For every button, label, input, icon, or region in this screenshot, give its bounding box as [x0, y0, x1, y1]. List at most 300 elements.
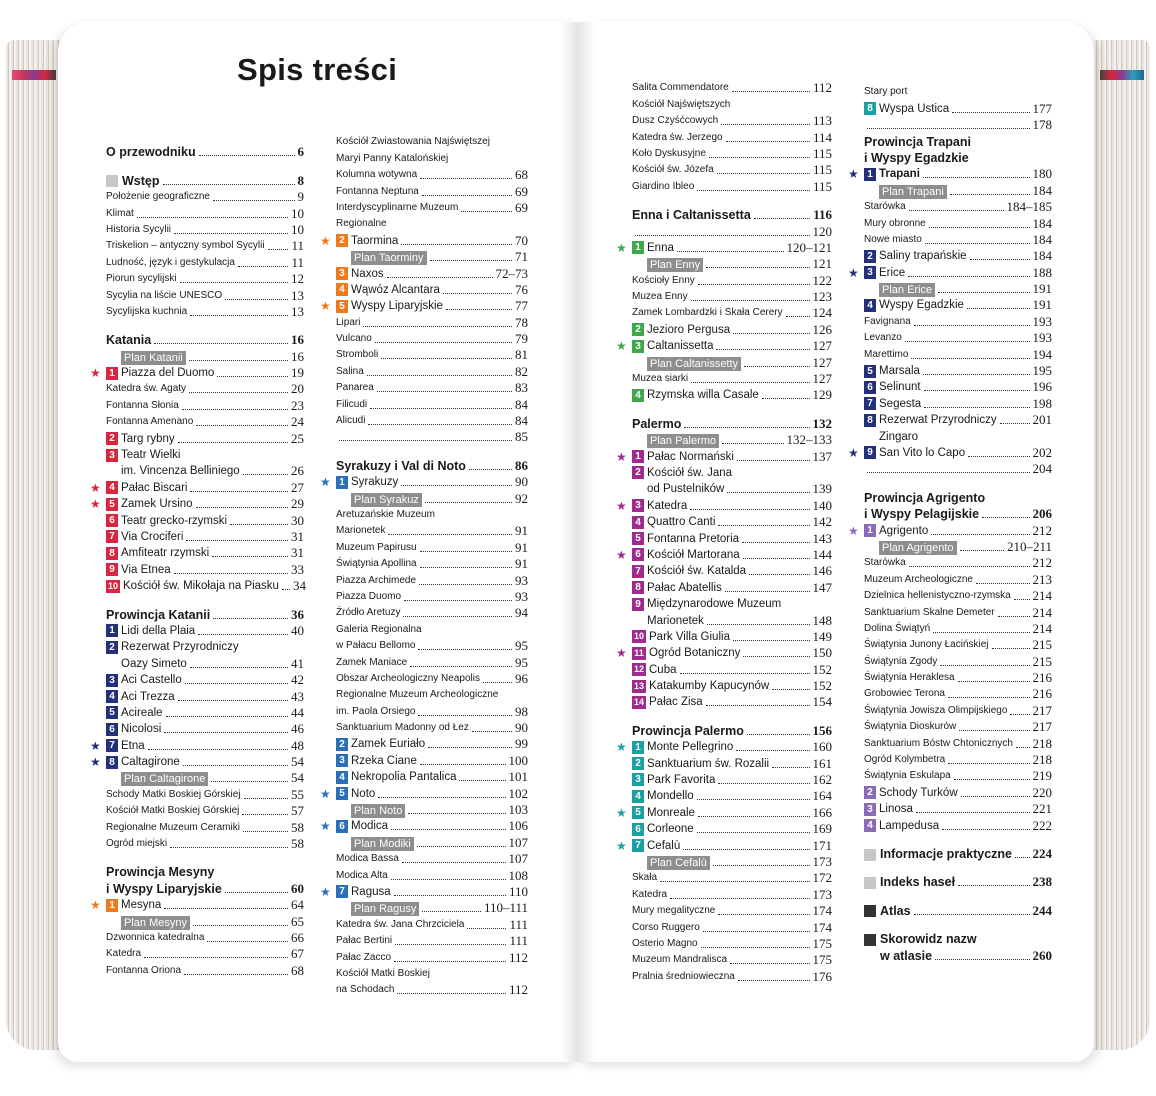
- entry-text: Kościół św. Jana: [647, 466, 733, 479]
- toc-entry[interactable]: [864, 768, 1052, 784]
- toc-entry-label: [336, 364, 364, 380]
- toc-entry[interactable]: [336, 314, 528, 330]
- toc-entry[interactable]: [632, 289, 832, 305]
- toc-entry[interactable]: [632, 272, 832, 288]
- toc-section-heading[interactable]: [106, 332, 304, 348]
- toc-entry[interactable]: [632, 96, 832, 112]
- leader-dots: [174, 573, 288, 574]
- toc-map-entry[interactable]: [106, 348, 304, 364]
- toc-entry[interactable]: [336, 183, 528, 199]
- toc-entry-label: [336, 687, 498, 703]
- page-number: 212: [1032, 555, 1052, 571]
- toc-entry[interactable]: [336, 556, 528, 572]
- toc-entry[interactable]: [90, 479, 304, 495]
- toc-entry[interactable]: [106, 254, 304, 270]
- toc-entry[interactable]: [616, 239, 832, 256]
- toc-entry[interactable]: [632, 178, 832, 194]
- toc-entry[interactable]: [106, 463, 304, 479]
- toc-entry[interactable]: [632, 481, 832, 497]
- toc-entry[interactable]: [106, 705, 304, 721]
- toc-section-heading[interactable]: [632, 207, 832, 223]
- toc-entry[interactable]: [864, 215, 1052, 231]
- toc-section-heading[interactable]: [632, 415, 832, 431]
- toc-entry-label: [336, 184, 419, 200]
- toc-entry[interactable]: [632, 162, 832, 178]
- toc-section-heading[interactable]: [106, 606, 304, 622]
- toc-entry[interactable]: [632, 886, 832, 902]
- toc-entry[interactable]: [616, 497, 832, 513]
- toc-entry[interactable]: [864, 117, 1052, 133]
- toc-entry[interactable]: [864, 702, 1052, 718]
- toc-entry[interactable]: [632, 387, 832, 403]
- toc-map-entry[interactable]: [336, 900, 528, 916]
- entry-text: Atlas: [880, 903, 911, 918]
- toc-section-heading[interactable]: [864, 506, 1052, 522]
- toc-entry[interactable]: [106, 529, 304, 545]
- toc-entry[interactable]: [632, 661, 832, 677]
- toc-entry[interactable]: [90, 737, 304, 753]
- toc-entry-label: [106, 623, 195, 639]
- toc-entry[interactable]: [106, 430, 304, 446]
- toc-entry-label: [336, 397, 367, 413]
- toc-section-heading[interactable]: [864, 902, 1052, 918]
- toc-entry[interactable]: [106, 205, 304, 221]
- leader-dots: [698, 816, 810, 817]
- toc-section-heading[interactable]: [864, 947, 1052, 963]
- page-number: 107: [508, 851, 528, 867]
- toc-entry[interactable]: [864, 670, 1052, 686]
- leader-dots: [244, 798, 289, 799]
- entry-text: Marettimo: [864, 348, 909, 360]
- toc-section-heading[interactable]: [106, 144, 304, 160]
- leader-dots: [938, 292, 1029, 293]
- entry-text: Enna: [647, 241, 674, 254]
- toc-section-heading[interactable]: [336, 457, 528, 473]
- entry-text: Skorowidz nazw: [880, 932, 977, 947]
- toc-entry[interactable]: [336, 687, 528, 703]
- leader-dots: [935, 959, 1029, 960]
- map-number-badge: 2: [864, 786, 876, 799]
- toc-entry[interactable]: [106, 304, 304, 320]
- toc-entry[interactable]: [632, 563, 832, 579]
- map-number-badge: 4: [864, 299, 876, 312]
- toc-entry[interactable]: [864, 637, 1052, 653]
- entry-text: Pałac Zacco: [336, 951, 392, 963]
- toc-entry[interactable]: [632, 919, 832, 935]
- toc-entry[interactable]: [632, 465, 832, 481]
- toc-entry[interactable]: [864, 248, 1052, 264]
- map-number-badge: 4: [864, 819, 876, 832]
- toc-entry[interactable]: [864, 604, 1052, 620]
- leader-dots: [410, 666, 512, 667]
- page-number: 173: [812, 853, 832, 869]
- toc-entry[interactable]: [864, 752, 1052, 768]
- toc-map-entry[interactable]: [336, 802, 528, 818]
- toc-entry[interactable]: [336, 933, 528, 949]
- toc-entry[interactable]: [632, 903, 832, 919]
- page-number: 140: [812, 497, 832, 513]
- toc-entry[interactable]: [632, 694, 832, 710]
- toc-map-entry[interactable]: [864, 539, 1052, 555]
- toc-map-entry[interactable]: [632, 354, 832, 370]
- toc-entry[interactable]: [848, 264, 1052, 280]
- toc-entry[interactable]: [336, 949, 528, 965]
- toc-entry[interactable]: [336, 605, 528, 621]
- page-number: 10: [291, 221, 304, 237]
- leader-dots: [730, 963, 809, 964]
- toc-entry[interactable]: [864, 653, 1052, 669]
- entry-text: Prowincja Trapani: [864, 134, 971, 149]
- entry-text: Aci Castello: [121, 674, 182, 687]
- toc-entry[interactable]: [106, 447, 304, 463]
- page-number: 196: [1032, 379, 1052, 395]
- page-number: 107: [508, 834, 528, 850]
- toc-section-heading[interactable]: [864, 846, 1052, 862]
- toc-entry-label: [864, 686, 945, 702]
- toc-entry[interactable]: [864, 346, 1052, 362]
- toc-entry[interactable]: [336, 380, 528, 396]
- toc-entry-label: [864, 523, 928, 539]
- entry-text: Wstęp: [122, 173, 160, 188]
- toc-entry[interactable]: [632, 821, 832, 837]
- leader-dots: [443, 293, 512, 294]
- toc-entry[interactable]: [336, 752, 528, 768]
- toc-entry[interactable]: [336, 621, 528, 637]
- toc-entry[interactable]: [632, 305, 832, 321]
- toc-entry[interactable]: [632, 514, 832, 530]
- leader-dots: [417, 846, 506, 847]
- star-icon: ★: [90, 738, 101, 753]
- toc-entry[interactable]: [864, 379, 1052, 395]
- toc-entry[interactable]: [90, 754, 304, 770]
- leader-dots: [1000, 423, 1030, 424]
- toc-entry[interactable]: [106, 836, 304, 852]
- toc-entry-label: [336, 233, 398, 249]
- toc-entry-label: [336, 720, 469, 736]
- toc-entry[interactable]: [632, 968, 832, 984]
- leader-dots: [186, 540, 288, 541]
- page-number: 72–73: [495, 265, 528, 281]
- toc-entry[interactable]: [336, 167, 528, 183]
- leader-dots: [709, 157, 810, 158]
- toc-entry[interactable]: [106, 672, 304, 688]
- toc-entry[interactable]: [864, 395, 1052, 411]
- toc-entry-label: [336, 573, 416, 589]
- toc-entry-label: [864, 637, 989, 653]
- entry-text: Enna i Caltanissetta: [632, 208, 751, 223]
- toc-entry[interactable]: [336, 736, 528, 752]
- toc-entry[interactable]: [336, 851, 528, 867]
- entry-text: Fontanna Oriona: [106, 964, 182, 976]
- toc-entry[interactable]: [336, 703, 528, 719]
- toc-entry-label: [647, 258, 703, 272]
- toc-entry[interactable]: [106, 222, 304, 238]
- toc-entry[interactable]: [632, 788, 832, 804]
- toc-entry[interactable]: [336, 200, 528, 216]
- page-number: 129: [812, 387, 832, 403]
- toc-entry[interactable]: [336, 654, 528, 670]
- toc-entry[interactable]: [864, 735, 1052, 751]
- toc-section-heading[interactable]: [864, 133, 1052, 149]
- toc-entry[interactable]: [864, 84, 1052, 100]
- toc-entry[interactable]: [864, 313, 1052, 329]
- entry-text: Katedra: [647, 499, 688, 512]
- toc-entry[interactable]: [336, 982, 528, 998]
- toc-entry[interactable]: [616, 837, 832, 853]
- toc-entry[interactable]: [106, 271, 304, 287]
- page-number: 184: [1032, 231, 1052, 247]
- leader-dots: [713, 865, 810, 866]
- toc-map-entry[interactable]: [106, 770, 304, 786]
- toc-section-heading[interactable]: [864, 931, 1052, 947]
- toc-entry[interactable]: [864, 363, 1052, 379]
- page-number: 127: [812, 354, 832, 370]
- toc-entry[interactable]: [106, 786, 304, 802]
- toc-entry[interactable]: [336, 572, 528, 588]
- toc-entry[interactable]: [864, 428, 1052, 444]
- page-number: 67: [291, 946, 304, 962]
- toc-entry[interactable]: [632, 596, 832, 612]
- toc-entry[interactable]: [336, 638, 528, 654]
- toc-entry[interactable]: [336, 216, 528, 232]
- toc-entry[interactable]: [848, 522, 1052, 538]
- toc-entry[interactable]: [336, 867, 528, 883]
- toc-entry-label: [121, 772, 208, 786]
- toc-entry[interactable]: [336, 429, 528, 445]
- leader-dots: [1015, 857, 1030, 858]
- toc-entry[interactable]: [632, 870, 832, 886]
- toc-entry[interactable]: [106, 962, 304, 978]
- toc-entry[interactable]: [106, 655, 304, 671]
- toc-entry[interactable]: [864, 719, 1052, 735]
- toc-entry[interactable]: [632, 952, 832, 968]
- toc-entry[interactable]: [336, 720, 528, 736]
- toc-entry[interactable]: [336, 396, 528, 412]
- toc-map-entry[interactable]: [632, 256, 832, 272]
- entry-text: Katedra: [106, 948, 142, 960]
- toc-entry[interactable]: [864, 232, 1052, 248]
- toc-entry[interactable]: [336, 916, 528, 932]
- toc-entry[interactable]: [320, 232, 528, 248]
- toc-entry[interactable]: [616, 448, 832, 464]
- toc-entry[interactable]: [864, 297, 1052, 313]
- toc-entry[interactable]: [616, 338, 832, 354]
- leader-dots: [722, 443, 783, 444]
- toc-entry[interactable]: [632, 678, 832, 694]
- entry-text: Noto: [351, 787, 376, 800]
- toc-entry[interactable]: [336, 966, 528, 982]
- star-icon: ★: [320, 786, 331, 801]
- toc-entry[interactable]: [632, 129, 832, 145]
- toc-entry[interactable]: [320, 298, 528, 314]
- toc-section-heading[interactable]: [106, 172, 304, 188]
- entry-text: Triskelion – antyczny symbol Sycylii: [106, 240, 265, 252]
- leader-dots: [1016, 747, 1030, 748]
- toc-entry[interactable]: [632, 321, 832, 337]
- toc-entry[interactable]: [632, 936, 832, 952]
- map-number-badge: 9: [632, 598, 644, 611]
- toc-entry[interactable]: [632, 772, 832, 788]
- toc-entry[interactable]: [336, 589, 528, 605]
- toc-entry-label: [864, 347, 908, 363]
- entry-text: Indeks haseł: [880, 875, 956, 890]
- toc-section-heading[interactable]: [864, 150, 1052, 166]
- toc-entry[interactable]: [864, 801, 1052, 817]
- toc-entry[interactable]: [106, 639, 304, 655]
- toc-entry[interactable]: [106, 946, 304, 962]
- page-title: Spis treści: [237, 52, 398, 87]
- leader-dots: [164, 908, 288, 909]
- map-number-badge: 3: [106, 674, 118, 687]
- toc-entry[interactable]: [864, 555, 1052, 571]
- toc-entry[interactable]: [336, 769, 528, 785]
- toc-entry[interactable]: [106, 414, 304, 430]
- leader-dots: [137, 217, 288, 218]
- toc-entry[interactable]: [336, 265, 528, 281]
- toc-map-entry[interactable]: [632, 854, 832, 870]
- toc-entry[interactable]: [864, 571, 1052, 587]
- toc-entry[interactable]: [632, 629, 832, 645]
- toc-entry[interactable]: [336, 363, 528, 379]
- toc-entry-label: [864, 752, 945, 768]
- page-number: 29: [291, 496, 304, 512]
- toc-entry[interactable]: [320, 785, 528, 801]
- toc-entry[interactable]: [336, 539, 528, 555]
- toc-entry[interactable]: [632, 146, 832, 162]
- toc-entry[interactable]: [864, 199, 1052, 215]
- toc-entry[interactable]: [106, 688, 304, 704]
- star-icon: ★: [90, 755, 101, 770]
- toc-section-heading[interactable]: [632, 722, 832, 738]
- toc-entry[interactable]: [106, 721, 304, 737]
- toc-entry[interactable]: [632, 371, 832, 387]
- toc-entry[interactable]: [106, 819, 304, 835]
- toc-entry[interactable]: [106, 238, 304, 254]
- toc-map-entry[interactable]: [864, 182, 1052, 198]
- toc-map-entry[interactable]: [336, 249, 528, 265]
- toc-map-entry[interactable]: [336, 834, 528, 850]
- toc-entry[interactable]: [864, 621, 1052, 637]
- toc-entry[interactable]: [864, 461, 1052, 477]
- toc-entry[interactable]: [90, 897, 304, 913]
- toc-entry[interactable]: [320, 818, 528, 834]
- toc-entry-label: [864, 605, 995, 621]
- entry-text: Marsala: [879, 365, 920, 378]
- star-icon: ★: [848, 265, 859, 280]
- map-number-badge: 9: [864, 446, 876, 459]
- toc-entry[interactable]: [632, 612, 832, 628]
- toc-entry[interactable]: [106, 189, 304, 205]
- page-number: 112: [508, 949, 528, 965]
- toc-entry[interactable]: [106, 287, 304, 303]
- toc-entry[interactable]: [616, 645, 832, 661]
- leader-dots: [931, 534, 1029, 535]
- toc-entry[interactable]: [90, 365, 304, 381]
- toc-entry-label: [632, 887, 667, 903]
- toc-entry[interactable]: [848, 444, 1052, 461]
- toc-entry[interactable]: [90, 496, 304, 512]
- toc-entry[interactable]: [106, 512, 304, 528]
- toc-section-heading[interactable]: [106, 864, 304, 880]
- page-number: 193: [1032, 330, 1052, 346]
- toc-entry[interactable]: [864, 100, 1052, 116]
- toc-section-heading[interactable]: [864, 874, 1052, 890]
- toc-entry[interactable]: [106, 623, 304, 639]
- entry-text: Starówka: [864, 201, 906, 213]
- page-number: 123: [812, 289, 832, 305]
- leader-dots: [635, 235, 810, 236]
- toc-entry[interactable]: [336, 671, 528, 687]
- toc-entry[interactable]: [616, 546, 832, 563]
- spacer: [864, 890, 1052, 902]
- toc-entry[interactable]: [336, 523, 528, 539]
- toc-entry[interactable]: [864, 412, 1052, 428]
- toc-entry[interactable]: [632, 755, 832, 771]
- toc-entry[interactable]: [632, 579, 832, 595]
- toc-entry[interactable]: [864, 330, 1052, 346]
- toc-map-entry[interactable]: [632, 432, 832, 448]
- toc-entry[interactable]: [632, 80, 832, 96]
- leader-dots: [749, 574, 809, 575]
- entry-text: Prowincja Agrigento: [864, 490, 986, 505]
- page-number: 13: [291, 287, 304, 303]
- toc-entry[interactable]: [864, 686, 1052, 702]
- toc-entry[interactable]: [336, 413, 528, 429]
- section-marker-icon: [864, 934, 876, 946]
- toc-entry-label: [632, 146, 706, 162]
- toc-entry[interactable]: [336, 134, 528, 150]
- toc-entry[interactable]: [336, 347, 528, 363]
- toc-entry[interactable]: [336, 150, 528, 166]
- toc-entry[interactable]: [864, 588, 1052, 604]
- toc-map-entry[interactable]: [336, 490, 528, 506]
- toc-entry[interactable]: [106, 578, 304, 594]
- toc-entry[interactable]: [106, 397, 304, 413]
- map-number-badge: 13: [633, 680, 644, 691]
- toc-entry[interactable]: [848, 166, 1052, 182]
- toc-entry[interactable]: [336, 282, 528, 298]
- toc-entry[interactable]: [106, 545, 304, 561]
- toc-entry-label: [632, 130, 723, 146]
- entry-text: Via Crociferi: [121, 530, 184, 543]
- page-number: 110: [508, 883, 528, 899]
- toc-entry[interactable]: [864, 817, 1052, 833]
- toc-entry[interactable]: [864, 784, 1052, 800]
- toc-section-heading[interactable]: [106, 880, 304, 896]
- toc-map-entry[interactable]: [864, 281, 1052, 297]
- toc-entry[interactable]: [336, 507, 528, 523]
- toc-entry[interactable]: [632, 113, 832, 129]
- toc-entry[interactable]: [106, 381, 304, 397]
- toc-entry[interactable]: [106, 930, 304, 946]
- book-gutter: [560, 22, 596, 1062]
- toc-map-entry[interactable]: [106, 913, 304, 929]
- leader-dots: [680, 673, 810, 674]
- toc-entry[interactable]: [106, 803, 304, 819]
- toc-entry[interactable]: [320, 474, 528, 490]
- toc-entry[interactable]: [632, 530, 832, 546]
- entry-text: na Schodach: [336, 984, 395, 996]
- toc-entry-label: [336, 851, 399, 867]
- section-marker-icon: [864, 849, 876, 861]
- toc-entry[interactable]: [336, 331, 528, 347]
- toc-entry[interactable]: [106, 561, 304, 577]
- toc-entry[interactable]: [320, 883, 528, 900]
- toc-entry[interactable]: [632, 223, 832, 239]
- toc-entry[interactable]: [616, 739, 832, 755]
- toc-section-heading[interactable]: [864, 489, 1052, 505]
- toc-entry[interactable]: [616, 804, 832, 820]
